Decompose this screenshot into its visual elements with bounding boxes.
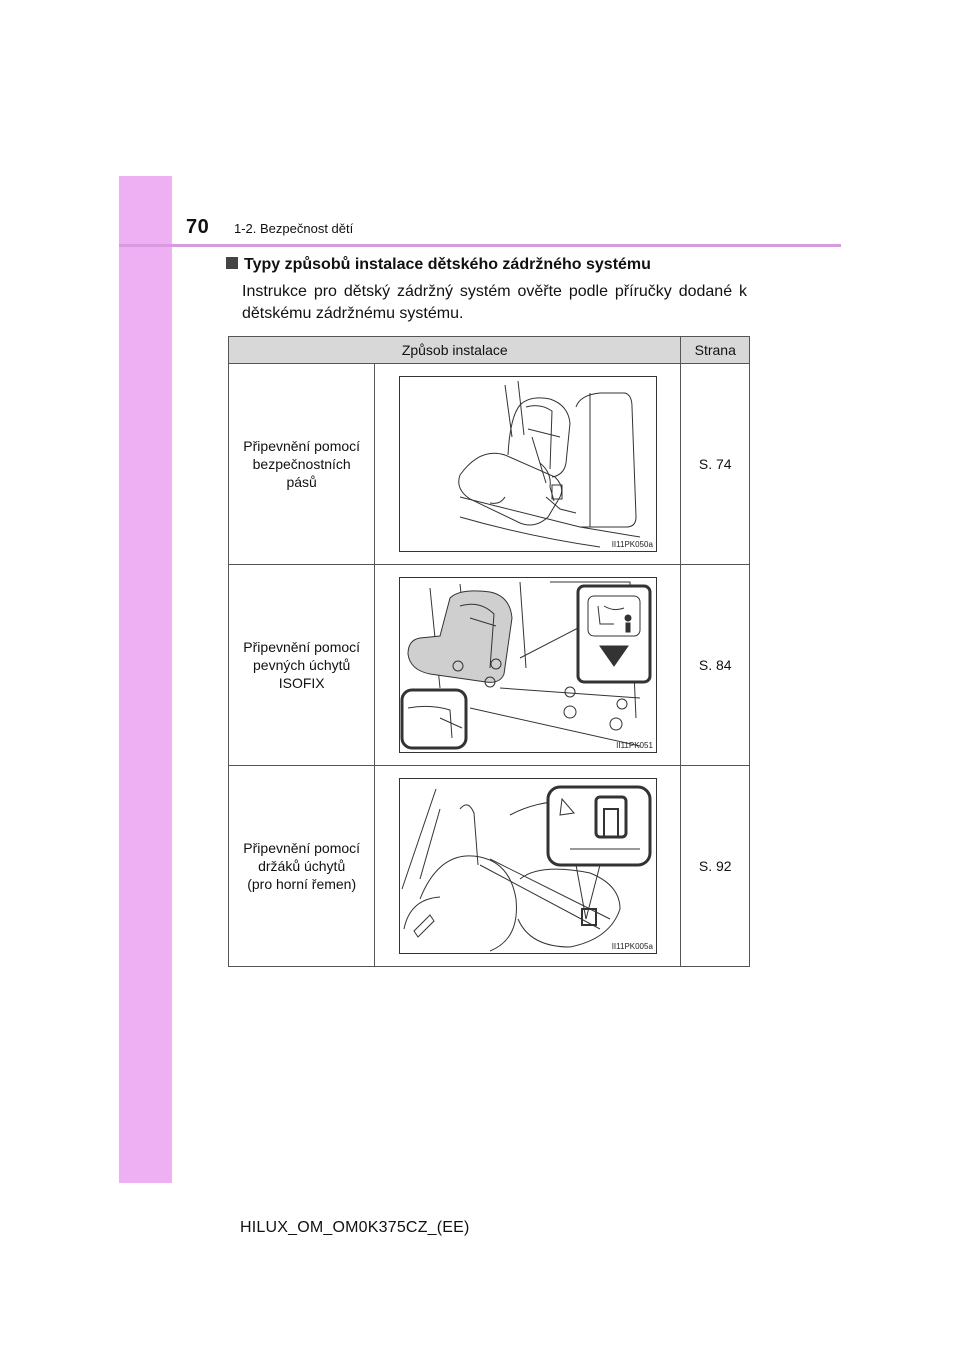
table-row <box>229 766 750 967</box>
table-row <box>229 565 750 766</box>
method-cell <box>229 565 375 766</box>
method-cell <box>229 364 375 565</box>
table-row <box>229 364 750 565</box>
table-header-row <box>229 337 750 364</box>
top-tether-anchor-illustration <box>400 779 656 953</box>
method-text-line: Připevnění pomocí <box>243 639 361 655</box>
top-tether-install-figure <box>399 778 657 954</box>
figure-code: II11PK051 <box>616 741 653 750</box>
child-seat-seatbelt-illustration <box>400 377 656 551</box>
installation-methods-table <box>228 336 750 967</box>
figure-cell <box>375 766 681 967</box>
method-text-line: bezpečnostních <box>252 456 351 472</box>
seatbelt-install-figure <box>399 376 657 552</box>
method-text-line: držáků úchytů <box>258 858 346 874</box>
figure-cell <box>375 364 681 565</box>
method-text-line: pásů <box>286 474 317 490</box>
method-text-line: Připevnění pomocí <box>243 840 361 856</box>
chapter-title: 1-2. Bezpečnost dětí <box>234 221 354 236</box>
isofix-install-figure <box>399 577 657 753</box>
figure-code: II11PK005a <box>611 942 653 951</box>
method-cell <box>229 766 375 967</box>
child-seat-isofix-illustration <box>400 578 656 752</box>
method-text-line: Připevnění pomocí <box>243 438 361 454</box>
method-text-line: (pro horní řemen) <box>247 876 357 892</box>
side-tab-bar <box>119 176 172 1183</box>
page-reference: S. 74 <box>681 364 750 565</box>
intro-paragraph: Instrukce pro dětský zádržný systém ověřte podle příručky dodané k dětskému zádržnému systému. <box>242 283 747 322</box>
header-rule <box>119 244 841 247</box>
document-code: HILUX_OM_OM0K375CZ_(EE) <box>240 1219 470 1236</box>
section-title-text: Typy způsobů instalace dětského zádržného systému <box>244 256 651 273</box>
page-number: 70 <box>186 216 210 238</box>
section-heading <box>226 256 651 274</box>
figure-cell <box>375 565 681 766</box>
figure-code: II11PK050a <box>611 540 653 549</box>
method-text-line: ISOFIX <box>278 675 325 691</box>
page-column-header: Strana <box>681 337 750 364</box>
square-bullet-icon <box>226 257 238 269</box>
method-text-line: pevných úchytů <box>253 657 351 673</box>
method-column-header: Způsob instalace <box>229 337 681 364</box>
page-reference: S. 84 <box>681 565 750 766</box>
page-reference: S. 92 <box>681 766 750 967</box>
